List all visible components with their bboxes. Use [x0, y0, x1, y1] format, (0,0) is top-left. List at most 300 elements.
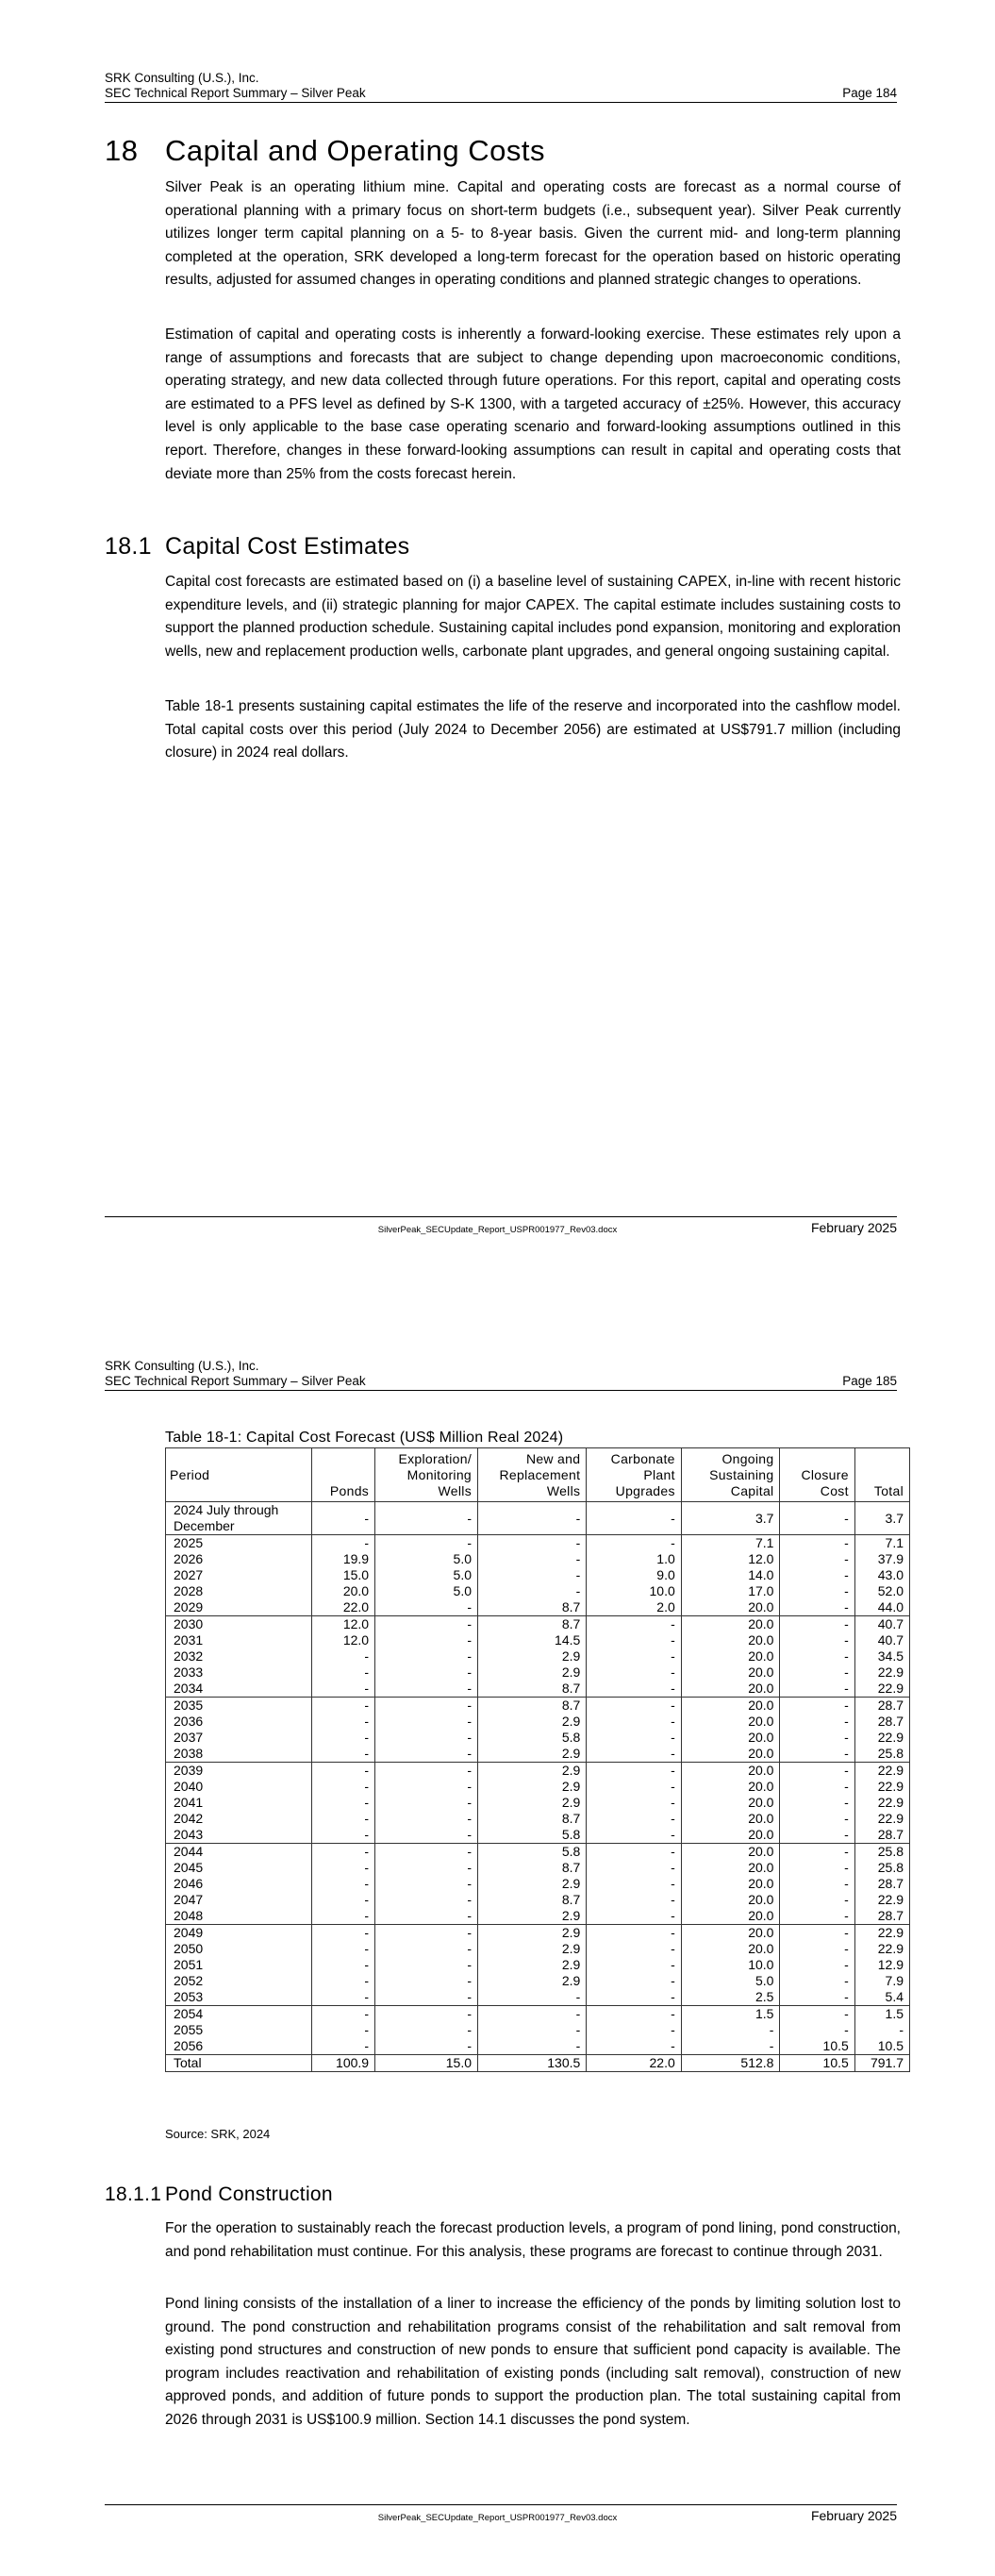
value-cell: -	[375, 1698, 478, 1715]
table-row	[166, 1795, 910, 1811]
value-cell: 14.0	[681, 1567, 780, 1583]
value-cell: 20.0	[681, 1714, 780, 1730]
footer-date: February 2025	[810, 2508, 897, 2523]
value-cell: -	[312, 1502, 375, 1535]
value-cell: 34.5	[854, 1648, 909, 1664]
value-cell: -	[312, 2038, 375, 2055]
value-cell: 44.0	[854, 1599, 909, 1616]
value-cell: -	[375, 1876, 478, 1892]
table-row	[166, 1811, 910, 1827]
value-cell: 8.7	[478, 1811, 587, 1827]
value-cell: 2.9	[478, 1714, 587, 1730]
column-header: Carbonate Plant Upgrades	[587, 1448, 681, 1502]
value-cell: 52.0	[854, 1583, 909, 1599]
value-cell: 22.9	[854, 1730, 909, 1746]
table-row	[166, 1779, 910, 1795]
value-cell: -	[780, 1844, 854, 1861]
table-row	[166, 2038, 910, 2055]
value-cell: -	[780, 2006, 854, 2023]
period-cell: 2053	[166, 1989, 312, 2006]
section-title: Capital Cost Estimates	[165, 533, 410, 560]
value-cell: -	[587, 1698, 681, 1715]
value-cell: 5.0	[681, 1973, 780, 1989]
value-cell: -	[312, 1730, 375, 1746]
value-cell: 10.5	[780, 2055, 854, 2072]
value-cell: -	[780, 2022, 854, 2038]
period-cell: 2034	[166, 1681, 312, 1698]
value-cell: -	[375, 1892, 478, 1908]
value-cell: -	[375, 1616, 478, 1633]
table-row	[166, 1632, 910, 1648]
value-cell: -	[312, 2006, 375, 2023]
value-cell: 22.9	[854, 1681, 909, 1698]
value-cell: 2.9	[478, 1908, 587, 1925]
value-cell: -	[780, 1648, 854, 1664]
value-cell: 10.5	[780, 2038, 854, 2055]
value-cell: -	[375, 1535, 478, 1552]
value-cell: 20.0	[681, 1795, 780, 1811]
value-cell: -	[478, 1583, 587, 1599]
value-cell: -	[587, 1535, 681, 1552]
value-cell: -	[312, 1811, 375, 1827]
period-cell: 2044	[166, 1844, 312, 1861]
value-cell: 12.0	[681, 1551, 780, 1567]
value-cell: 22.9	[854, 1763, 909, 1780]
value-cell: -	[587, 1876, 681, 1892]
footer-filename: SilverPeak_SECUpdate_Report_USPR001977_Rev03.docx	[377, 1225, 618, 1235]
value-cell: -	[375, 1763, 478, 1780]
value-cell: 20.0	[681, 1876, 780, 1892]
value-cell: 2.9	[478, 1941, 587, 1957]
value-cell: -	[780, 1908, 854, 1925]
column-header: Closure Cost	[780, 1448, 854, 1502]
value-cell: -	[780, 1632, 854, 1648]
header-page-number: Page 185	[842, 1374, 897, 1388]
footer-filename: SilverPeak_SECUpdate_Report_USPR001977_Rev03.docx	[377, 2513, 618, 2523]
column-header: Exploration/ Monitoring Wells	[375, 1448, 478, 1502]
value-cell: -	[681, 2038, 780, 2055]
value-cell: -	[312, 1648, 375, 1664]
table-row	[166, 2006, 910, 2023]
value-cell: -	[780, 1567, 854, 1583]
table-row	[166, 1876, 910, 1892]
header-report-title: SEC Technical Report Summary – Silver Peak	[105, 86, 366, 100]
value-cell: -	[478, 1551, 587, 1567]
table-row	[166, 1551, 910, 1567]
value-cell: -	[478, 2006, 587, 2023]
value-cell: -	[780, 1664, 854, 1681]
value-cell: 10.0	[587, 1583, 681, 1599]
value-cell: 20.0	[312, 1583, 375, 1599]
value-cell: -	[375, 1714, 478, 1730]
period-cell: 2027	[166, 1567, 312, 1583]
value-cell: -	[312, 1876, 375, 1892]
page-header	[105, 1359, 897, 1389]
value-cell: -	[312, 1957, 375, 1973]
value-cell: -	[780, 1681, 854, 1698]
value-cell: 12.9	[854, 1957, 909, 1973]
value-cell: -	[587, 1795, 681, 1811]
value-cell: -	[312, 1941, 375, 1957]
period-cell: 2050	[166, 1941, 312, 1957]
value-cell: -	[780, 1827, 854, 1844]
value-cell: -	[587, 1779, 681, 1795]
value-cell: -	[312, 1892, 375, 1908]
value-cell: -	[587, 1616, 681, 1633]
period-cell: 2045	[166, 1860, 312, 1876]
value-cell: -	[312, 1779, 375, 1795]
value-cell: -	[375, 1599, 478, 1616]
value-cell: 28.7	[854, 1876, 909, 1892]
value-cell: -	[587, 1681, 681, 1698]
value-cell: -	[312, 1860, 375, 1876]
value-cell: 7.1	[854, 1535, 909, 1552]
value-cell: -	[375, 1925, 478, 1942]
period-cell: 2038	[166, 1746, 312, 1763]
value-cell: 100.9	[312, 2055, 375, 2072]
value-cell: -	[375, 1957, 478, 1973]
value-cell: -	[780, 1599, 854, 1616]
table-row	[166, 1599, 910, 1616]
value-cell: -	[587, 2022, 681, 2038]
value-cell: 1.5	[854, 2006, 909, 2023]
value-cell: -	[375, 1648, 478, 1664]
table-row	[166, 1681, 910, 1698]
value-cell: 20.0	[681, 1892, 780, 1908]
table-row	[166, 1827, 910, 1844]
value-cell: 2.9	[478, 1648, 587, 1664]
section-title: Pond Construction	[165, 2183, 333, 2205]
value-cell: 2.9	[478, 1779, 587, 1795]
value-cell: 2.9	[478, 1957, 587, 1973]
value-cell: -	[478, 1502, 587, 1535]
value-cell: -	[478, 1535, 587, 1552]
period-cell: 2051	[166, 1957, 312, 1973]
value-cell: 22.9	[854, 1779, 909, 1795]
value-cell: -	[312, 1664, 375, 1681]
table-row	[166, 1989, 910, 2006]
value-cell: -	[312, 2022, 375, 2038]
period-cell: 2055	[166, 2022, 312, 2038]
value-cell: -	[375, 1746, 478, 1763]
value-cell: -	[375, 1827, 478, 1844]
section-number: 18.1.1	[105, 2183, 162, 2205]
value-cell: -	[780, 1746, 854, 1763]
value-cell: -	[375, 1844, 478, 1861]
header-report-title: SEC Technical Report Summary – Silver Peak	[105, 1374, 366, 1388]
footer-rule	[105, 2504, 897, 2505]
value-cell: -	[375, 1860, 478, 1876]
value-cell: 28.7	[854, 1908, 909, 1925]
paragraph: Estimation of capital and operating costs is inherently a forward-looking exercise. These estimates rely upon a range of assumptions and forecasts that are subject to change depending upon macroeconomic conditions, operating strategy, and new data collected through future operations. For this report, capital and operating costs are estimated to a PFS level as defined by S-K 1300, with a targeted accuracy of ±25%. However, this accuracy level is only applicable to the base case operating scenario and forward-looking assumptions outlined in this report. Therefore, changes in these forward-looking assumptions can result in capital and operating costs that deviate more than 25% from the costs forecast herein.	[165, 326, 901, 482]
value-cell: 20.0	[681, 1616, 780, 1633]
value-cell: -	[854, 2022, 909, 2038]
value-cell: 5.0	[375, 1551, 478, 1567]
table-row	[166, 1925, 910, 1942]
value-cell: -	[587, 1730, 681, 1746]
value-cell: -	[587, 1860, 681, 1876]
value-cell: 512.8	[681, 2055, 780, 2072]
value-cell: -	[375, 1811, 478, 1827]
period-cell: 2039	[166, 1763, 312, 1780]
value-cell: 28.7	[854, 1698, 909, 1715]
value-cell: 20.0	[681, 1844, 780, 1861]
value-cell: -	[587, 1827, 681, 1844]
value-cell: 22.9	[854, 1795, 909, 1811]
value-cell: -	[375, 1681, 478, 1698]
table-caption: Table 18-1: Capital Cost Forecast (US$ Million Real 2024)	[165, 1430, 564, 1446]
value-cell: 25.8	[854, 1860, 909, 1876]
section-18-1-1-heading	[105, 2183, 333, 2206]
value-cell: -	[375, 1941, 478, 1957]
value-cell: -	[780, 1763, 854, 1780]
footer-date: February 2025	[810, 1220, 897, 1235]
value-cell: 20.0	[681, 1681, 780, 1698]
value-cell: -	[780, 1795, 854, 1811]
value-cell: 8.7	[478, 1681, 587, 1698]
value-cell: 1.5	[681, 2006, 780, 2023]
value-cell: -	[587, 1746, 681, 1763]
value-cell: -	[780, 1892, 854, 1908]
value-cell: 19.9	[312, 1551, 375, 1567]
table-row	[166, 1535, 910, 1552]
value-cell: -	[780, 1583, 854, 1599]
value-cell: -	[478, 1567, 587, 1583]
value-cell: -	[312, 1714, 375, 1730]
value-cell: 130.5	[478, 2055, 587, 2072]
value-cell: -	[478, 1989, 587, 2006]
header-rule	[105, 1390, 897, 1391]
value-cell: 791.7	[854, 2055, 909, 2072]
value-cell: 7.1	[681, 1535, 780, 1552]
header-page-number: Page 184	[842, 86, 897, 100]
value-cell: -	[312, 1535, 375, 1552]
value-cell: 2.9	[478, 1876, 587, 1892]
value-cell: 20.0	[681, 1860, 780, 1876]
period-cell: 2024 July through December	[166, 1502, 312, 1535]
header-company: SRK Consulting (U.S.), Inc.	[105, 1359, 259, 1373]
table-source: Source: SRK, 2024	[165, 2127, 271, 2141]
value-cell: 25.8	[854, 1844, 909, 1861]
value-cell: 40.7	[854, 1632, 909, 1648]
value-cell: 2.5	[681, 1989, 780, 2006]
value-cell: -	[780, 1957, 854, 1973]
value-cell: 15.0	[375, 2055, 478, 2072]
period-cell: 2041	[166, 1795, 312, 1811]
period-cell: 2049	[166, 1925, 312, 1942]
period-cell: 2054	[166, 2006, 312, 2023]
column-header: Ongoing Sustaining Capital	[681, 1448, 780, 1502]
table-row	[166, 1746, 910, 1763]
value-cell: 1.0	[587, 1551, 681, 1567]
value-cell: -	[587, 1908, 681, 1925]
value-cell: -	[587, 1632, 681, 1648]
value-cell: 2.0	[587, 1599, 681, 1616]
value-cell: 20.0	[681, 1811, 780, 1827]
value-cell: 5.4	[854, 1989, 909, 2006]
value-cell: 20.0	[681, 1827, 780, 1844]
value-cell: -	[312, 1681, 375, 1698]
value-cell: -	[780, 1730, 854, 1746]
value-cell: 5.0	[375, 1583, 478, 1599]
value-cell: -	[780, 1876, 854, 1892]
section-18-heading	[105, 134, 545, 168]
column-header: New and Replacement Wells	[478, 1448, 587, 1502]
table-row	[166, 1908, 910, 1925]
value-cell: 22.9	[854, 1941, 909, 1957]
value-cell: 15.0	[312, 1567, 375, 1583]
value-cell: 20.0	[681, 1779, 780, 1795]
value-cell: 10.0	[681, 1957, 780, 1973]
value-cell: 22.9	[854, 1892, 909, 1908]
value-cell: -	[780, 1616, 854, 1633]
value-cell: -	[780, 1860, 854, 1876]
value-cell: 9.0	[587, 1567, 681, 1583]
value-cell: 40.7	[854, 1616, 909, 1633]
value-cell: -	[681, 2022, 780, 2038]
footer-rule	[105, 1216, 897, 1217]
value-cell: -	[780, 1989, 854, 2006]
period-cell: 2025	[166, 1535, 312, 1552]
page-header	[105, 71, 897, 101]
value-cell: 2.9	[478, 1746, 587, 1763]
period-cell: 2035	[166, 1698, 312, 1715]
value-cell: -	[312, 1827, 375, 1844]
table-row	[166, 1730, 910, 1746]
value-cell: -	[587, 1648, 681, 1664]
period-cell: 2043	[166, 1827, 312, 1844]
value-cell: -	[587, 1664, 681, 1681]
value-cell: 5.8	[478, 1844, 587, 1861]
value-cell: -	[780, 1973, 854, 1989]
value-cell: 5.8	[478, 1827, 587, 1844]
value-cell: -	[312, 1908, 375, 1925]
value-cell: 10.5	[854, 2038, 909, 2055]
value-cell: 20.0	[681, 1632, 780, 1648]
value-cell: 5.0	[375, 1567, 478, 1583]
value-cell: 28.7	[854, 1827, 909, 1844]
value-cell: 2.9	[478, 1973, 587, 1989]
value-cell: -	[587, 1763, 681, 1780]
value-cell: -	[780, 1811, 854, 1827]
value-cell: -	[587, 2038, 681, 2055]
period-cell: 2047	[166, 1892, 312, 1908]
value-cell: -	[478, 2022, 587, 2038]
value-cell: -	[312, 1973, 375, 1989]
table-row	[166, 1583, 910, 1599]
value-cell: 28.7	[854, 1714, 909, 1730]
value-cell: -	[312, 1763, 375, 1780]
value-cell: 12.0	[312, 1632, 375, 1648]
value-cell: -	[587, 1973, 681, 1989]
section-18-1-heading	[105, 533, 409, 560]
column-header: Ponds	[312, 1448, 375, 1502]
value-cell: 8.7	[478, 1892, 587, 1908]
paragraph: Silver Peak is an operating lithium mine. Capital and operating costs are forecast as a normal course of operational planning with a primary focus on short-term budgets (i.e., subsequent year). Silver Peak currently utilizes longer term capital planning on a 5- to 8-year basis. Given the current mid- and long-term planning completed at the operation, SRK developed a long-term forecast for the operation based on historic operating results, adjusted for assumed changes in operating conditions and planned strategic changes to operations.	[165, 179, 901, 289]
value-cell: -	[375, 2022, 478, 2038]
period-cell: Total	[166, 2055, 312, 2072]
value-cell: 20.0	[681, 1763, 780, 1780]
value-cell: 20.0	[681, 1698, 780, 1715]
value-cell: -	[587, 1989, 681, 2006]
table-row	[166, 1860, 910, 1876]
value-cell: 22.9	[854, 1811, 909, 1827]
period-cell: 2042	[166, 1811, 312, 1827]
column-header: Period	[166, 1448, 312, 1502]
paragraph: Pond lining consists of the installation of a liner to increase the efficiency of the ponds by limiting solution lost to ground. The pond construction and rehabilitation programs consist of the rehabilitation and salt removal from existing pond structures and construction of new ponds to ensure that sufficient pond capacity is available. The program includes reactivation and rehabilitation of existing ponds (including salt removal), construction of new approved ponds, and addition of future ponds to support the production plan. The total sustaining capital from 2026 through 2031 is US$100.9 million. Section 14.1 discusses the pond system.	[165, 2296, 901, 2428]
value-cell: -	[312, 1844, 375, 1861]
period-cell: 2040	[166, 1779, 312, 1795]
value-cell: -	[587, 2006, 681, 2023]
value-cell: 2.9	[478, 1664, 587, 1681]
value-cell: 8.7	[478, 1698, 587, 1715]
value-cell: 43.0	[854, 1567, 909, 1583]
value-cell: 20.0	[681, 1941, 780, 1957]
period-cell: 2037	[166, 1730, 312, 1746]
table-row	[166, 1567, 910, 1583]
value-cell: -	[780, 1698, 854, 1715]
value-cell: -	[375, 1989, 478, 2006]
value-cell: -	[587, 1892, 681, 1908]
period-cell: 2048	[166, 1908, 312, 1925]
value-cell: 8.7	[478, 1616, 587, 1633]
value-cell: 5.8	[478, 1730, 587, 1746]
table-row	[166, 1957, 910, 1973]
value-cell: -	[375, 1973, 478, 1989]
value-cell: -	[780, 1925, 854, 1942]
header-company: SRK Consulting (U.S.), Inc.	[105, 71, 259, 85]
table-total-row	[166, 2055, 910, 2072]
table-row	[166, 1714, 910, 1730]
value-cell: 22.9	[854, 1925, 909, 1942]
value-cell: 17.0	[681, 1583, 780, 1599]
value-cell: -	[375, 1795, 478, 1811]
table-row	[166, 1844, 910, 1861]
table-row	[166, 1941, 910, 1957]
value-cell: -	[375, 1502, 478, 1535]
value-cell: 22.0	[312, 1599, 375, 1616]
value-cell: 7.9	[854, 1973, 909, 1989]
value-cell: 8.7	[478, 1599, 587, 1616]
period-cell: 2029	[166, 1599, 312, 1616]
value-cell: -	[780, 1535, 854, 1552]
value-cell: -	[587, 1941, 681, 1957]
value-cell: 22.9	[854, 1664, 909, 1681]
value-cell: 37.9	[854, 1551, 909, 1567]
value-cell: 2.9	[478, 1763, 587, 1780]
table-row	[166, 1616, 910, 1633]
value-cell: -	[780, 1502, 854, 1535]
value-cell: 2.9	[478, 1795, 587, 1811]
value-cell: -	[312, 1698, 375, 1715]
paragraph: For the operation to sustainably reach the forecast production levels, a program of pond lining, pond construction, and pond rehabilitation must continue. For this analysis, these programs are forecast to continue through 2031.	[165, 2220, 901, 2260]
value-cell: 20.0	[681, 1599, 780, 1616]
value-cell: -	[587, 1957, 681, 1973]
column-header: Total	[854, 1448, 909, 1502]
period-cell: 2033	[166, 1664, 312, 1681]
table-row	[166, 1892, 910, 1908]
section-number: 18.1	[105, 533, 152, 560]
capital-cost-table	[165, 1447, 910, 2072]
value-cell: -	[780, 1714, 854, 1730]
section-title: Capital and Operating Costs	[165, 134, 545, 167]
period-cell: 2056	[166, 2038, 312, 2055]
value-cell: -	[375, 2006, 478, 2023]
table-row	[166, 1648, 910, 1664]
period-cell: 2046	[166, 1876, 312, 1892]
value-cell: -	[375, 1908, 478, 1925]
value-cell: -	[478, 2038, 587, 2055]
